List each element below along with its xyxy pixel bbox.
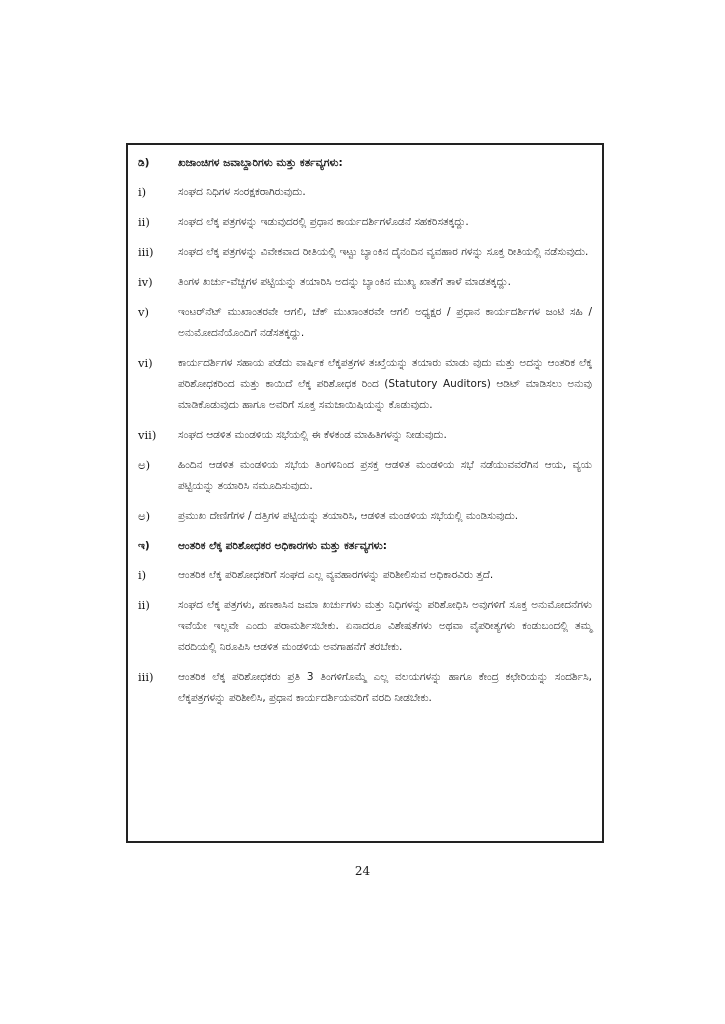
section-heading-treasurer: [138, 153, 592, 174]
item-text: ತಿಂಗಳ ಖರ್ಚು-ವೆಚ್ಚಗಳ ಪಟ್ಟಿಯನ್ನು ತಯಾರಿಸಿ ಅದನ್ನು ಬ್ಯಾಂಕಿನ ಮುಖ್ಯ ಖಾತೆಗೆ ತಾಳೆ ಮಾಡತಕ್ಕದ್ದು.: [178, 276, 511, 288]
item-marker: iii): [138, 245, 154, 259]
item-marker: iii): [138, 670, 154, 684]
list-item: [138, 212, 592, 233]
section-heading-internal-auditors: [138, 536, 592, 557]
section-marker: ಡಿ): [138, 157, 150, 169]
section-title: ಆಂತರಿಕ ಲೆಕ್ಕ ಪರಿಶೋಧಕರ ಅಧಿಕಾರಗಳು ಮತ್ತು ಕರ್ತವ್ಯಗಳು:: [178, 540, 387, 552]
item-text: ಸಂಘದ ಆಡಳಿತ ಮಂಡಳಿಯ ಸಭೆಯಲ್ಲಿ ಈ ಕೆಳಕಂಡ ಮಾಹಿತಿಗಳನ್ನು ನೀಡುವುದು.: [178, 429, 447, 441]
item-marker: i): [138, 568, 147, 582]
item-text: ಪ್ರಮುಖ ದೇಣಿಗೆಗಳ / ದತ್ತಿಗಳ ಪಟ್ಟಿಯನ್ನು ತಯಾರಿಸಿ, ಆಡಳಿತ ಮಂಡಳಿಯ ಸಭೆಯಲ್ಲಿ ಮಂಡಿಸುವುದು.: [178, 510, 519, 522]
item-marker: ii): [138, 215, 150, 229]
item-text: ಕಾರ್ಯದರ್ಶಿಗಳ ಸಹಾಯ ಪಡೆದು ವಾರ್ಷಿಕ ಲೆಕ್ಕಪತ್ರಗಳ ತಃಖ್ತೆಯನ್ನು ತಯಾರು ಮಾಡು ವುದು ಮತ್ತು ಅದನ್ನು ಆಂತರಿಕ ಲೆಕ್ಕ ಪರಿಶೋಧಕರಿಂದ ಮತ್ತು ಕಾಯಿದೆ ಲೆಕ್ಕ ಪರಿಶೋಧಕ ರಿಂದ (Statutory Auditors) ಆಡಿಟ್ ಮಾಡಿಸಲು ಅನುವು ಮಾಡಿಕೊಡುವುದು ಹಾಗೂ ಅವರಿಗೆ ಸೂಕ್ತ ಸಮಜಾಯಿಷಿಯನ್ನು ಕೊಡುವುದು.: [178, 357, 592, 411]
item-text: ಸಂಘದ ಲೆಕ್ಕ ಪತ್ರಗಳನ್ನು ವಿವೇಕವಾದ ರೀತಿಯಲ್ಲಿ ಇಟ್ಟು ಬ್ಯಾಂಕಿನ ದೈನಂದಿನ ವ್ಯವಹಾರ ಗಳನ್ನು ಸೂಕ್ತ ರೀತಿಯಲ್ಲಿ ನಡೆಸುವುದು.: [178, 246, 589, 258]
item-text: ಸಂಘದ ಲೆಕ್ಕ ಪತ್ರಗಳು, ಹಣಕಾಸಿನ ಜಮಾ ಖರ್ಚುಗಳು ಮತ್ತು ನಿಧಿಗಳನ್ನು ಪರಿಶೋಧಿಸಿ ಅವುಗಳಿಗೆ ಸೂಕ್ತ ಅನುಮೋದನೆಗಳು ಇವೆಯೇ ಇಲ್ಲವೇ ಎಂದು ಪರಾಮರ್ಶಿಸಬೇಕು. ಏನಾದರೂ ವಿಶೇಷತೆಗಳು ಅಥವಾ ವೈಪರೀತ್ಯಗಳು ಕಂಡುಬಂದಲ್ಲಿ ತಮ್ಮ ವರದಿಯಲ್ಲಿ ನಿರೂಪಿಸಿ ಆಡಳಿತ ಮಂಡಳಿಯ ಅವಗಾಹನೆಗೆ ತರಬೇಕು.: [178, 599, 592, 653]
list-item: [138, 242, 592, 263]
item-text: ಹಿಂದಿನ ಆಡಳಿತ ಮಂಡಳಿಯ ಸಭೆಯ ತಿಂಗಳಿನಿಂದ ಪ್ರಸಕ್ತ ಆಡಳಿತ ಮಂಡಳಿಯ ಸಭೆ ನಡೆಯುವವರೆಗಿನ ಆಯ, ವ್ಯಯ ಪಟ್ಟಿಯನ್ನು ತಯಾರಿಸಿ ನಮೂದಿಸುವುದು.: [178, 459, 592, 492]
list-item: [138, 302, 592, 344]
item-marker: ii): [138, 598, 150, 612]
item-marker: i): [138, 185, 147, 199]
list-item: [138, 425, 592, 446]
item-text: ಸಂಘದ ಲೆಕ್ಕ ಪತ್ರಗಳನ್ನು ಇಡುವುದರಲ್ಲಿ ಪ್ರಧಾನ ಕಾರ್ಯದರ್ಶಿಗಳೊಡನೆ ಸಹಕರಿಸತಕ್ಕದ್ದು.: [178, 216, 469, 228]
list-item: [138, 455, 592, 497]
item-marker: iv): [138, 275, 153, 289]
item-text: ಇಂಟರ್‌ನೆಟ್ ಮುಖಾಂತರವೇ ಆಗಲಿ, ಚೆಕ್ ಮುಖಾಂತರವೇ ಆಗಲಿ ಅಧ್ಯಕ್ಷರ / ಪ್ರಧಾನ ಕಾರ್ಯದರ್ಶಿಗಳ ಜಂಟಿ ಸಹಿ / ಅನುಮೋದನೆಯೊಂದಿಗೆ ನಡೆಸತಕ್ಕದ್ದು.: [178, 306, 592, 339]
list-item: [138, 182, 592, 203]
item-marker: ಅ): [138, 458, 151, 472]
item-text: ಆಂತರಿಕ ಲೆಕ್ಕ ಪರಿಶೋಧಕರು ಪ್ರತಿ 3 ತಿಂಗಳಿಗೊಮ್ಮೆ ಎಲ್ಲ ವಲಯಗಳನ್ನು ಹಾಗೂ ಕೇಂದ್ರ ಕಛೇರಿಯನ್ನು ಸಂದರ್ಶಿಸಿ, ಲೆಕ್ಕಪತ್ರಗಳನ್ನು ಪರಿಶೀಲಿಸಿ, ಪ್ರಧಾನ ಕಾರ್ಯದರ್ಶಿಯವರಿಗೆ ವರದಿ ನೀಡಬೇಕು.: [178, 671, 592, 704]
section-marker: ಇ): [138, 540, 150, 552]
page-number: 24: [354, 864, 371, 878]
section-title: ಖಜಾಂಚಿಗಳ ಜವಾಬ್ದಾರಿಗಳು ಮತ್ತು ಕರ್ತವ್ಯಗಳು:: [178, 157, 343, 169]
item-marker: vi): [138, 356, 153, 370]
list-item: [138, 595, 592, 658]
item-marker: ಅ): [138, 509, 151, 523]
list-item: [138, 272, 592, 293]
item-marker: vii): [138, 428, 157, 442]
bordered-content-box: [126, 143, 604, 843]
item-text: ಆಂತರಿಕ ಲೆಕ್ಕ ಪರಿಶೋಧಕರಿಗೆ ಸಂಘದ ಎಲ್ಲ ವ್ಯವಹಾರಗಳನ್ನು ಪರಿಶೀಲಿಸುವ ಅಧಿಕಾರವಿರು ತ್ತದೆ.: [178, 569, 494, 581]
list-item: [138, 565, 592, 586]
item-text: ಸಂಘದ ನಿಧಿಗಳ ಸಂರಕ್ಷಕರಾಗಿರುವುದು.: [178, 186, 306, 198]
list-item: [138, 506, 592, 527]
item-marker: v): [138, 305, 149, 319]
list-item: [138, 353, 592, 416]
list-item: [138, 667, 592, 709]
